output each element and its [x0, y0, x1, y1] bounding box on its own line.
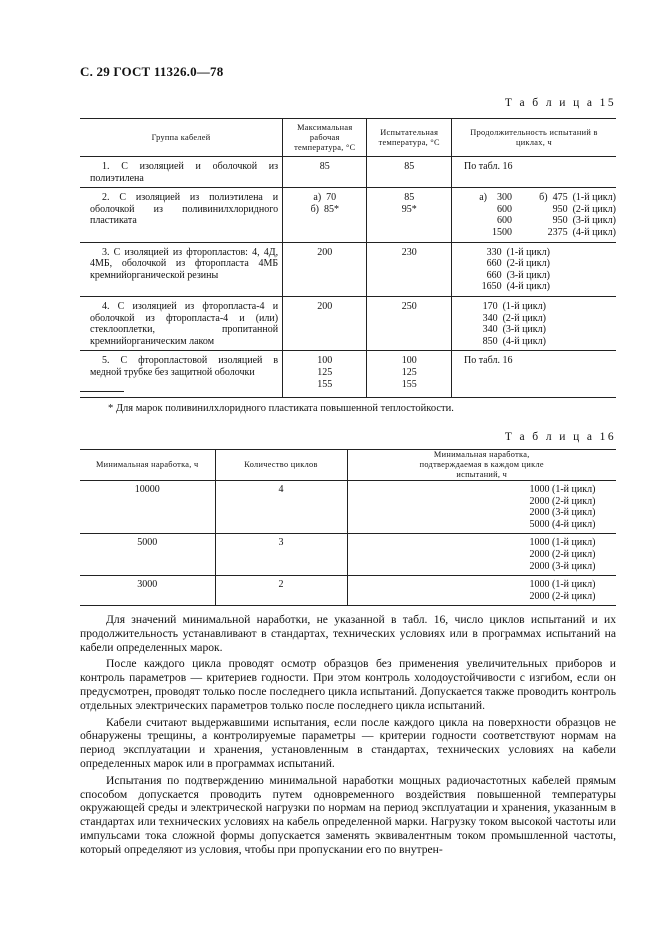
cycle-count-cell: 2 — [215, 576, 347, 606]
paragraph: После каждого цикла проводят осмотр образцов без применения увеличительных приборов и контроль параметров — критериев годности. При этом контроль холодоустойчивости с изгибом, если он предусмотрен, проводят только после последнего цикла испытаний. Допускается также проводить контроль отдельных электрических параметров только после последнего цикла испытаний. — [80, 657, 616, 712]
duration-cell: По табл. 16 — [451, 157, 616, 188]
cycle-count-cell: 3 — [215, 534, 347, 576]
test-temp-cell: 100 125 155 — [367, 351, 451, 397]
duration-option-a: а) 300 600 600 1500 — [479, 192, 512, 238]
footnote-separator — [80, 391, 124, 392]
table-15-header-row — [80, 119, 616, 157]
cycle-count-cell: 4 — [215, 481, 347, 534]
table-16-header-row — [80, 450, 616, 481]
table-row — [80, 188, 616, 242]
min-hours-cell: 10000 — [134, 484, 160, 495]
column-header-duration: Продолжительность испытаний в циклах, ч — [451, 119, 616, 157]
table-15-caption: Т а б л и ц а 15 — [504, 97, 616, 109]
column-header-hours-per-cycle: Минимальная наработка, подтверждаемая в каждом цикле испытаний, ч — [347, 450, 616, 481]
footnote: * Для марок поливинилхлоридного пластиката повышенной теплостойкости. — [108, 403, 454, 414]
table-row — [80, 481, 616, 534]
table-row — [80, 157, 616, 188]
min-hours-cell: 3000 — [137, 579, 158, 591]
cable-group-cell: 3. С изоляцией из фторопластов: 4, 4Д, 4МБ, оболочкой из фторопласта 4МБ кремнийорганической резины — [90, 246, 279, 281]
page-header: С. 29 ГОСТ 11326.0—78 — [80, 64, 224, 79]
per-cycle-cell: 1000 (1-й цикл) 2000 (2-й цикл) 2000 (3-й цикл) — [347, 534, 616, 576]
body-text — [80, 613, 616, 860]
per-cycle-cell: 1000 (1-й цикл) 2000 (2-й цикл) — [347, 576, 616, 606]
max-temp-cell: а) 70 б) 85* — [283, 188, 367, 242]
max-temp-cell: 100 125 155 — [283, 351, 367, 397]
table-row — [80, 296, 616, 350]
duration-cell: 170 (1-й цикл) 340 (2-й цикл) 340 (3-й цикл) 850 (4-й цикл) — [451, 296, 616, 350]
min-hours-cell: 5000 — [137, 537, 158, 549]
column-header-max-temp: Максимальная рабочая температура, °С — [283, 119, 367, 157]
duration-cell: По табл. 16 — [451, 351, 616, 397]
column-header-test-temp: Испытательная температура, °С — [367, 119, 451, 157]
cable-group-cell: 2. С изоляцией из полиэтилена и оболочкой из поливинилхлоридного пластиката — [90, 192, 279, 227]
cable-group-cell: 5. С фторопластовой изоляцией в медной трубке без защитной оболочки — [90, 355, 279, 378]
duration-option-b: б) 475 (1-й цикл) 950 (2-й цикл) 950 (3-й цикл) 2375 (4-й цикл) — [539, 192, 616, 238]
column-header-cycle-count: Количество циклов — [215, 450, 347, 481]
table-16-caption: Т а б л и ц а 16 — [504, 431, 616, 443]
test-temp-cell: 230 — [367, 242, 451, 296]
table-15 — [80, 118, 616, 398]
table-16 — [80, 449, 616, 606]
column-header-cable-group: Группа кабелей — [151, 132, 211, 142]
table-row — [80, 576, 616, 606]
paragraph: Кабели считают выдержавшими испытания, если после каждого цикла на поверхности образцов не обнаружены трещины, а контролируемые параметры — критерии годности соответствуют нормам на период эксплуатации и хранения, установленным в стандартах, технических условиях на кабели определенных марок или в программах испытаний. — [80, 715, 616, 770]
paragraph: Испытания по подтверждению минимальной наработки мощных радиочастотных кабелей прямым способом допускается проводить путем одновременного воздействия повышенной температуры окружающей среды и электрической нагрузки по нормам на период эксплуатации и хранения, указанным в стандартах или технических условиях на кабель определенной марки. Нагрузку током высокой частоты или импульсами тока сложной формы допускается заменять эквивалентным током промышленной частоты, который определяют из условия, чтобы при пропускании его по внутрен- — [80, 773, 616, 856]
table-row — [80, 351, 616, 397]
test-temp-cell: 85 95* — [367, 188, 451, 242]
per-cycle-cell: 1000 (1-й цикл) 2000 (2-й цикл) 2000 (3-й цикл) 5000 (4-й цикл) — [347, 481, 616, 534]
duration-cell: 330 (1-й цикл) 660 (2-й цикл) 660 (3-й цикл) 1650 (4-й цикл) — [451, 242, 616, 296]
column-header-min-hours: Минимальная наработка, ч — [95, 460, 199, 469]
test-temp-cell: 85 — [367, 157, 451, 188]
max-temp-cell: 85 — [283, 157, 367, 188]
max-temp-cell: 200 — [283, 242, 367, 296]
cable-group-cell: 1. С изоляцией и оболочкой из полиэтилена — [90, 161, 279, 184]
test-temp-cell: 250 — [367, 296, 451, 350]
table-row — [80, 242, 616, 296]
cable-group-cell: 4. С изоляцией из фторопласта-4 и оболочкой из фторопласта-4 и (или) стеклооплетки, пропитанной кремнийорганическим лаком — [90, 300, 279, 347]
duration-cell — [451, 188, 616, 242]
table-row — [80, 534, 616, 576]
max-temp-cell: 200 — [283, 296, 367, 350]
paragraph: Для значений минимальной наработки, не указанной в табл. 16, число циклов испытаний и их продолжительность устанавливают в стандартах, технических условиях или в программах испытаний на кабели определенных марок. — [80, 613, 616, 654]
